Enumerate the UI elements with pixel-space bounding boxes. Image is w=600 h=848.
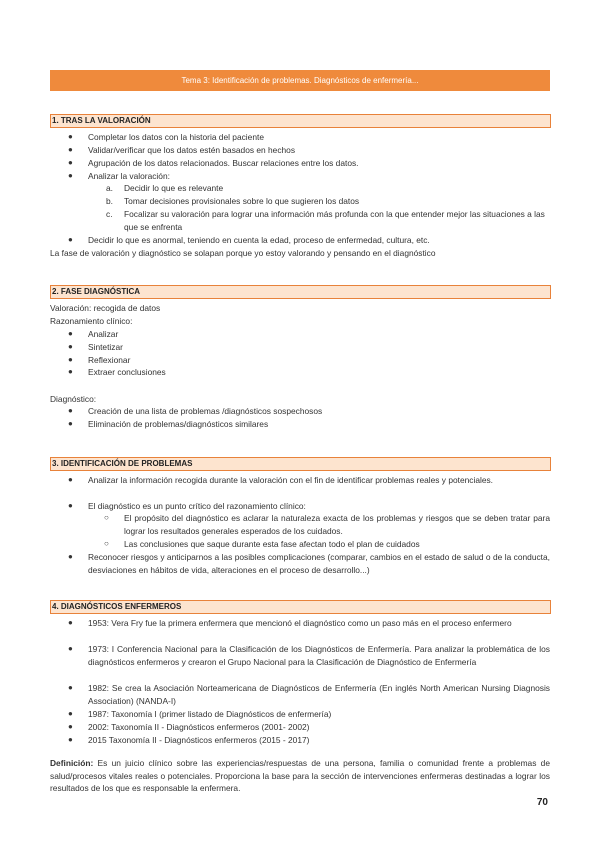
bullet-icon: ● [68, 158, 73, 167]
list-item: Analizar la información recogida durante la valoración con el fin de identificar problemas reales y potenciales. [88, 475, 494, 485]
bullet-icon: ● [68, 132, 73, 141]
list-item: 1987: Taxonomía I (primer listado de Diagnósticos de enfermería) [88, 709, 332, 719]
definition-label: Definición: [50, 758, 94, 768]
bullet-icon: ● [68, 235, 73, 244]
bullet-icon: ● [68, 709, 73, 718]
bullet-icon: ● [68, 618, 73, 627]
section-heading-4: 4. DIAGNÓSTICOS ENFERMEROS [50, 600, 551, 614]
list-item: Creación de una lista de problemas /diagnósticos sospechosos [88, 406, 323, 416]
definition-text: Es un juicio clínico sobre las experiencias/respuestas de una persona, familia o comunidad frente a problemas de salud/procesos vitales reales o potenciales. Proporciona la base para la sección de intervenciones enfermeras destinadas a lograr los resultados de los que es responsable la enfermera. [50, 758, 550, 794]
bullet-icon: ● [68, 644, 73, 653]
list-item: Decidir lo que es anormal, teniendo en cuenta la edad, proceso de enfermedad, cultura, etc. [88, 235, 430, 245]
bullet-icon: ● [68, 419, 73, 428]
paragraph: Razonamiento clínico: [50, 316, 133, 326]
bullet-icon: ● [68, 342, 73, 351]
list-item: Reconocer riesgos y anticiparnos a las posibles complicaciones (comparar, cambios en el estado de salud o de la conducta, desviaciones en hábitos de vida, alteraciones en el proceso de desarrollo...) [88, 552, 550, 575]
sub-item: Las conclusiones que saque durante esta fase afectan todo el plan de cuidados [124, 539, 420, 549]
section-heading-3: 3. IDENTIFICACIÓN DE PROBLEMAS [50, 457, 551, 471]
list-item: 2002: Taxonomía II - Diagnósticos enfermeros (2001- 2002) [88, 722, 310, 732]
bullet-icon: ● [68, 367, 73, 376]
definition-paragraph [50, 757, 550, 795]
circle-bullet-icon: ○ [104, 513, 109, 522]
paragraph: Valoración: recogida de datos [50, 303, 161, 313]
list-item: Eliminación de problemas/diagnósticos similares [88, 419, 269, 429]
bullet-icon: ● [68, 722, 73, 731]
bullet-icon: ● [68, 501, 73, 510]
list-item: 2015 Taxonomía II - Diagnósticos enfermeros (2015 - 2017) [88, 735, 310, 745]
page-number: 70 [536, 797, 548, 808]
bullet-icon: ● [68, 171, 73, 180]
sub-item: Tomar decisiones provisionales sobre lo que sugieren los datos [124, 196, 360, 206]
list-item: Agrupación de los datos relacionados. Buscar relaciones entre los datos. [88, 158, 359, 168]
header-banner [50, 70, 550, 91]
sub-marker: a. [106, 183, 113, 193]
list-item: Sintetizar [88, 342, 123, 352]
list-item: Analizar la valoración: [88, 171, 170, 181]
sub-item: Focalizar su valoración para lograr una información más profunda con la que entender mejor las situaciones a las que se enfrenta [124, 209, 545, 232]
section-heading-2: 2. FASE DIAGNÓSTICA [50, 285, 551, 299]
sub-marker: b. [106, 196, 113, 206]
bullet-icon: ● [68, 406, 73, 415]
bullet-icon: ● [68, 475, 73, 484]
list-item: Completar los datos con la historia del paciente [88, 132, 264, 142]
list-item: Reflexionar [88, 355, 131, 365]
paragraph: Diagnóstico: [50, 394, 97, 404]
sub-item: El propósito del diagnóstico es aclarar la naturaleza exacta de los problemas y riesgos que se deben tratar para lograr los resultados generales esperados de los cuidados. [124, 513, 550, 536]
list-item: Extraer conclusiones [88, 367, 166, 377]
circle-bullet-icon: ○ [104, 539, 109, 548]
bullet-icon: ● [68, 735, 73, 744]
bullet-icon: ● [68, 552, 73, 561]
list-item: Analizar [88, 329, 119, 339]
list-item: 1953: Vera Fry fue la primera enfermera que mencionó el diagnóstico como un paso más en el proceso enfermero [88, 618, 512, 628]
header-title: Tema 3: Identificación de problemas. Diagnósticos de enfermería... [181, 76, 419, 85]
list-item: Validar/verificar que los datos estén basados en hechos [88, 145, 296, 155]
section-heading-1: 1. TRAS LA VALORACIÓN [50, 114, 551, 128]
bullet-icon: ● [68, 145, 73, 154]
bullet-icon: ● [68, 329, 73, 338]
sub-item: Decidir lo que es relevante [124, 183, 224, 193]
list-item: El diagnóstico es un punto crítico del razonamiento clínico: [88, 501, 306, 511]
section-note: La fase de valoración y diagnóstico se solapan porque yo estoy valorando y pensando en el diagnóstico [50, 248, 436, 258]
sub-marker: c. [106, 209, 113, 219]
list-item: 1973: I Conferencia Nacional para la Clasificación de los Diagnósticos de Enfermería. Para analizar la problemática de los diagnósticos enfermeros y crearon el Grupo Nacional para la Clasificación de Diagnóstico de Enfermería [88, 644, 550, 667]
bullet-icon: ● [68, 683, 73, 692]
list-item: 1982: Se crea la Asociación Norteamericana de Diagnósticos de Enfermería (En inglés North American Nursing Diagnosis Association) (NANDA-I) [88, 683, 550, 706]
bullet-icon: ● [68, 355, 73, 364]
